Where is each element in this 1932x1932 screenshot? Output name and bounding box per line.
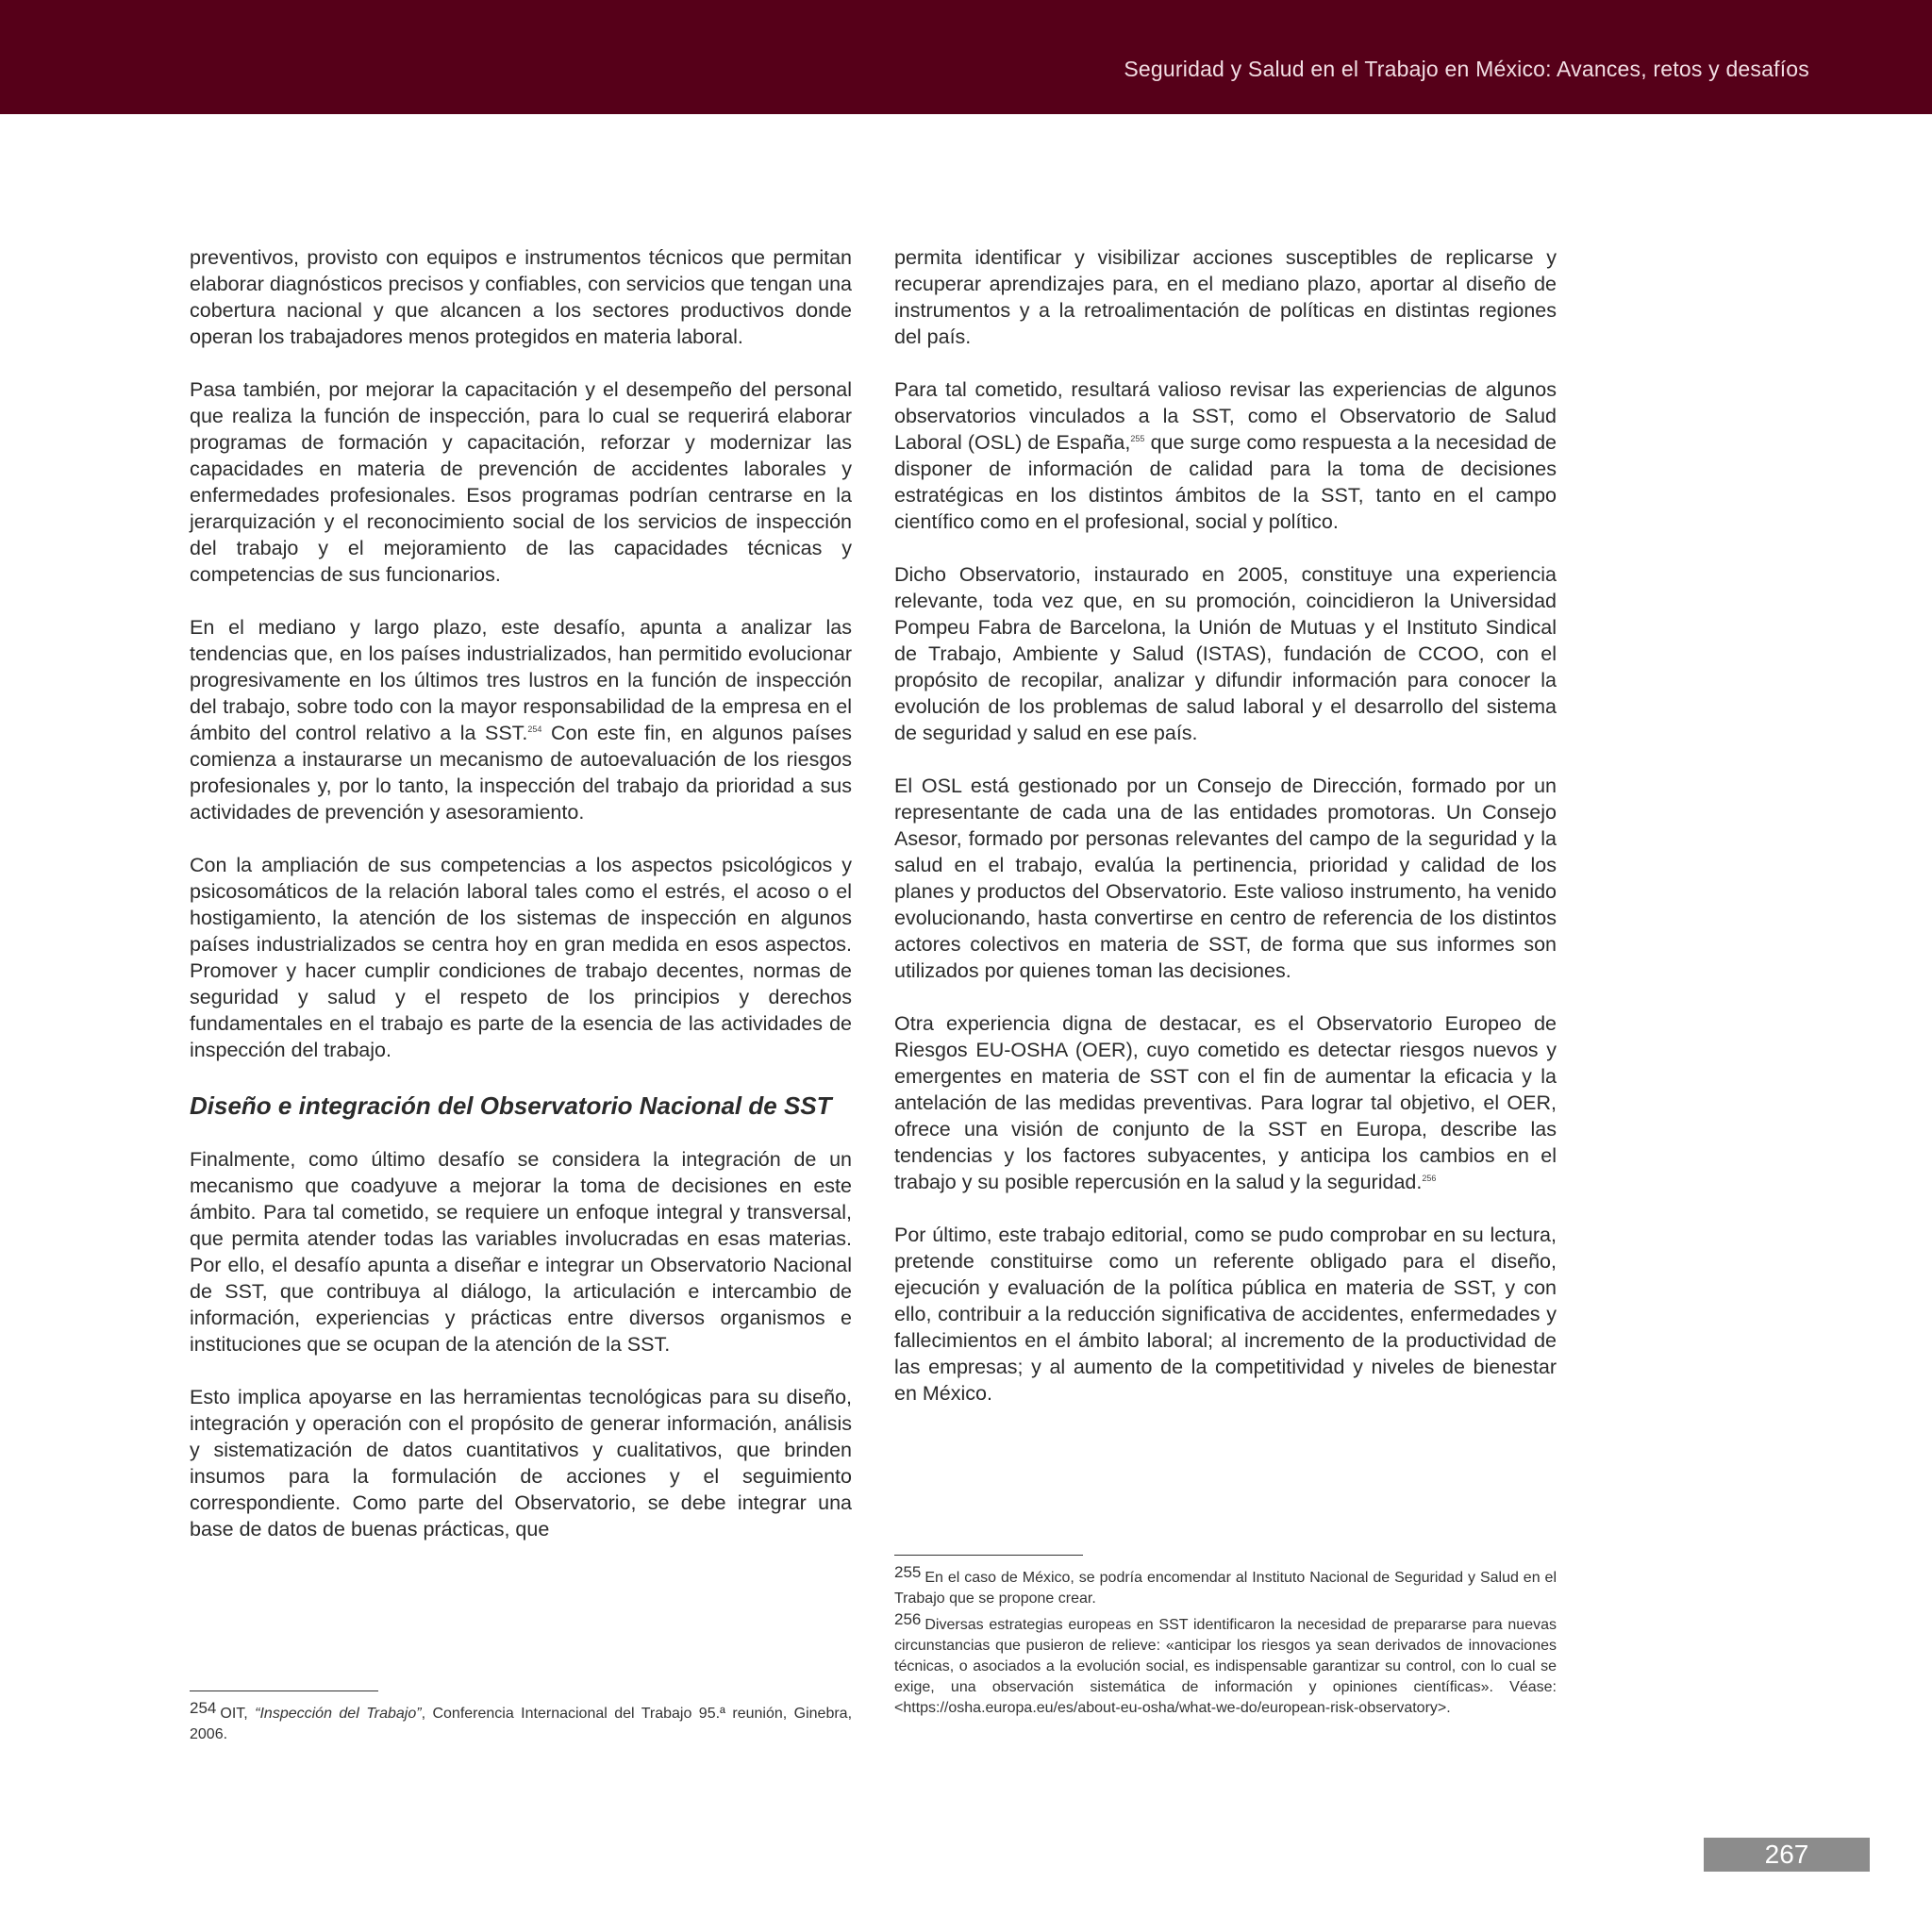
footnote-text: En el caso de México, se podría encomendar al Instituto Nacional de Seguridad y Salud en el Trabajo que se propone crear. (894, 1570, 1557, 1607)
section-heading: Diseño e integración del Observatorio Nacional de SST (190, 1091, 832, 1120)
footnote-256 (894, 1610, 1557, 1719)
footnote-divider (190, 1690, 378, 1691)
running-header-title: Seguridad y Salud en el Trabajo en México: Avances, retos y desafíos (1124, 57, 1809, 81)
left-column (190, 244, 852, 1569)
paragraph-text: Para tal cometido, resultará valioso revisar las experiencias de algunos observatorios vinculados a la SST, como el Observatorio de Salud Laboral (OSL) de España, (894, 378, 1557, 454)
paragraph: Esto implica apoyarse en las herramientas tecnológicas para su diseño, integración y operación con el propósito de generar información, análisis y sistematización de datos cuantitativos y cualitativos, que brinden insumos para la formulación de acciones y el seguimiento correspondiente. Como parte del Observatorio, se debe integrar una base de datos de buenas prácticas, que (190, 1386, 852, 1541)
page-number: 267 (1704, 1838, 1870, 1872)
paragraph: Pasa también, por mejorar la capacitación y el desempeño del personal que realiza la función de inspección, para lo cual se requerirá elaborar programas de formación y capacitación, reforzar y modernizar las capacidades en materia de prevención de accidentes laborales y enfermedades profesionales. Esos programas podrían centrarse en la jerarquización y el reconocimiento social de los servicios de inspección del trabajo y el mejoramiento de las capacidades técnicas y competencias de sus funcionarios. (190, 378, 852, 586)
paragraph: Dicho Observatorio, instaurado en 2005, constituye una experiencia relevante, toda vez que, en su promoción, coincidieron la Universidad Pompeu Fabra de Barcelona, la Unión de Mutuas y el Instituto Sindical de Trabajo, Ambiente y Salud (ISTAS), fundación de CCOO, con el propósito de recopilar, analizar y difundir información para conocer la evolución de los problemas de salud laboral y el desarrollo del sistema de seguridad y salud en ese país. (894, 563, 1557, 744)
paragraph: preventivos, provisto con equipos e instrumentos técnicos que permitan elaborar diagnósticos precisos y confiables, con servicios que tengan una cobertura nacional y que alcancen a los sectores productivos donde operan los trabajadores menos protegidos en materia laboral. (190, 246, 852, 348)
paragraph: El OSL está gestionado por un Consejo de Dirección, formado por un representante de cada una de las entidades promotoras. Un Consejo Asesor, formado por personas relevantes del campo de la seguridad y la salud en el trabajo, evalúa la pertinencia, prioridad y calidad de los planes y productos del Observatorio. Este valioso instrumento, ha venido evolucionando, hasta convertirse en centro de referencia de los distintos actores colectivos en materia de SST, de forma que sus informes son utilizados por quienes toman las decisiones. (894, 774, 1557, 982)
footnote-divider (894, 1555, 1083, 1556)
footnote-number: 255 (894, 1563, 922, 1581)
footnote-text: OIT, (220, 1706, 256, 1722)
paragraph: Por último, este trabajo editorial, como se pudo comprobar en su lectura, pretende constituirse como un referente obligado para el diseño, ejecución y evaluación de la política pública en materia de SST, y con ello, contribuir a la reducción significativa de accidentes, enfermedades y fallecimientos en el ámbito laboral; al incremento de la productividad de las empresas; y al aumento de la competitividad y niveles de bienestar en México. (894, 1224, 1557, 1405)
paragraph (894, 1010, 1557, 1195)
paragraph-text: que surge como respuesta a la necesidad de disponer de información de calidad para la toma de decisiones estratégicas en los distintos ámbitos de la SST, tanto en el campo científico como en el profesional, social y político. (894, 431, 1557, 533)
paragraph: Finalmente, como último desafío se considera la integración de un mecanismo que coadyuve a mejorar la toma de decisiones en este ámbito. Para tal cometido, se requiere un enfoque integral y transversal, que permita atender todas las variables involucradas en esas materias. Por ello, el desafío apunta a diseñar e integrar un Observatorio Nacional de SST, que contribuya al diálogo, la articulación e intercambio de información, experiencias y prácticas entre diversos organismos e instituciones que se ocupan de la atención de la SST. (190, 1148, 852, 1356)
footnote-number: 254 (190, 1699, 217, 1717)
right-column (894, 244, 1557, 1433)
paragraph-text: En el mediano y largo plazo, este desafío, apunta a analizar las tendencias que, en los países industrializados, han permitido evolucionar progresivamente en los últimos tres lustros en la función de inspección del trabajo, sobre todo con la mayor responsabilidad de la empresa en el ámbito del control relativo a la SST. (190, 616, 852, 744)
footnote-number: 256 (894, 1610, 922, 1628)
footnotes-right (894, 1563, 1557, 1724)
footnote-ref-255[interactable]: 255 (1130, 433, 1145, 443)
footnote-ref-256[interactable]: 256 (1422, 1173, 1437, 1183)
paragraph-text: Con este fin, en algunos países comienza a instaurarse un mecanismo de autoevaluación de los riesgos profesionales y, por lo tanto, la inspección del trabajo da prioridad a sus actividades de prevención y asesoramiento. (190, 722, 852, 824)
footnote-254 (190, 1699, 853, 1745)
footnote-ref-254[interactable]: 254 (527, 724, 542, 734)
footnote-255 (894, 1563, 1557, 1609)
footnotes-left (190, 1699, 853, 1751)
footnote-text: Diversas estrategias europeas en SST identificaron la necesidad de prepararse para nuevas circunstancias que pusieron de relieve: «anticipar los riesgos ya sean derivados de innovaciones técnicas, o asociados a la evolución social, es indispensable garantizar su control, con lo cual se exige, una observación sistemática de información y opiniones científicas». Véase: <https://osha.europa.eu/es/about-eu-osha/what-we-do/european-risk-observatory>. (894, 1617, 1557, 1716)
paragraph (894, 376, 1557, 535)
footnote-cited-title: “Inspección del Trabajo” (255, 1706, 422, 1722)
paragraph-text: Otra experiencia digna de destacar, es el Observatorio Europeo de Riesgos EU-OSHA (OER), cuyo cometido es detectar riesgos nuevos y emergentes en materia de SST con el fin de aumentar la eficacia y la antelación de las medidas preventivas. Para lograr tal objetivo, el OER, ofrece una visión de conjunto de la SST en Europa, describe las tendencias y los factores subyacentes, y anticipa los cambios en el trabajo y su posible repercusión en la salud y la seguridad. (894, 1012, 1557, 1193)
paragraph: Con la ampliación de sus competencias a los aspectos psicológicos y psicosomáticos de la relación laboral tales como el estrés, el acoso o el hostigamiento, la atención de los sistemas de inspección en algunos países industrializados se centra hoy en gran medida en esos aspectos. Promover y hacer cumplir condiciones de trabajo decentes, normas de seguridad y salud y el respeto de los principios y derechos fundamentales en el trabajo es parte de la esencia de las actividades de inspección del trabajo. (190, 854, 852, 1061)
header-bar (0, 0, 1932, 114)
footnote-text: , Conferencia Internacional del Trabajo 95.ª reunión, Ginebra, 2006. (190, 1706, 853, 1742)
paragraph: permita identificar y visibilizar acciones susceptibles de replicarse y recuperar aprendizajes para, en el mediano plazo, aportar al diseño de instrumentos y a la retroalimentación de políticas en distintas regiones del país. (894, 246, 1557, 348)
paragraph (190, 614, 852, 825)
